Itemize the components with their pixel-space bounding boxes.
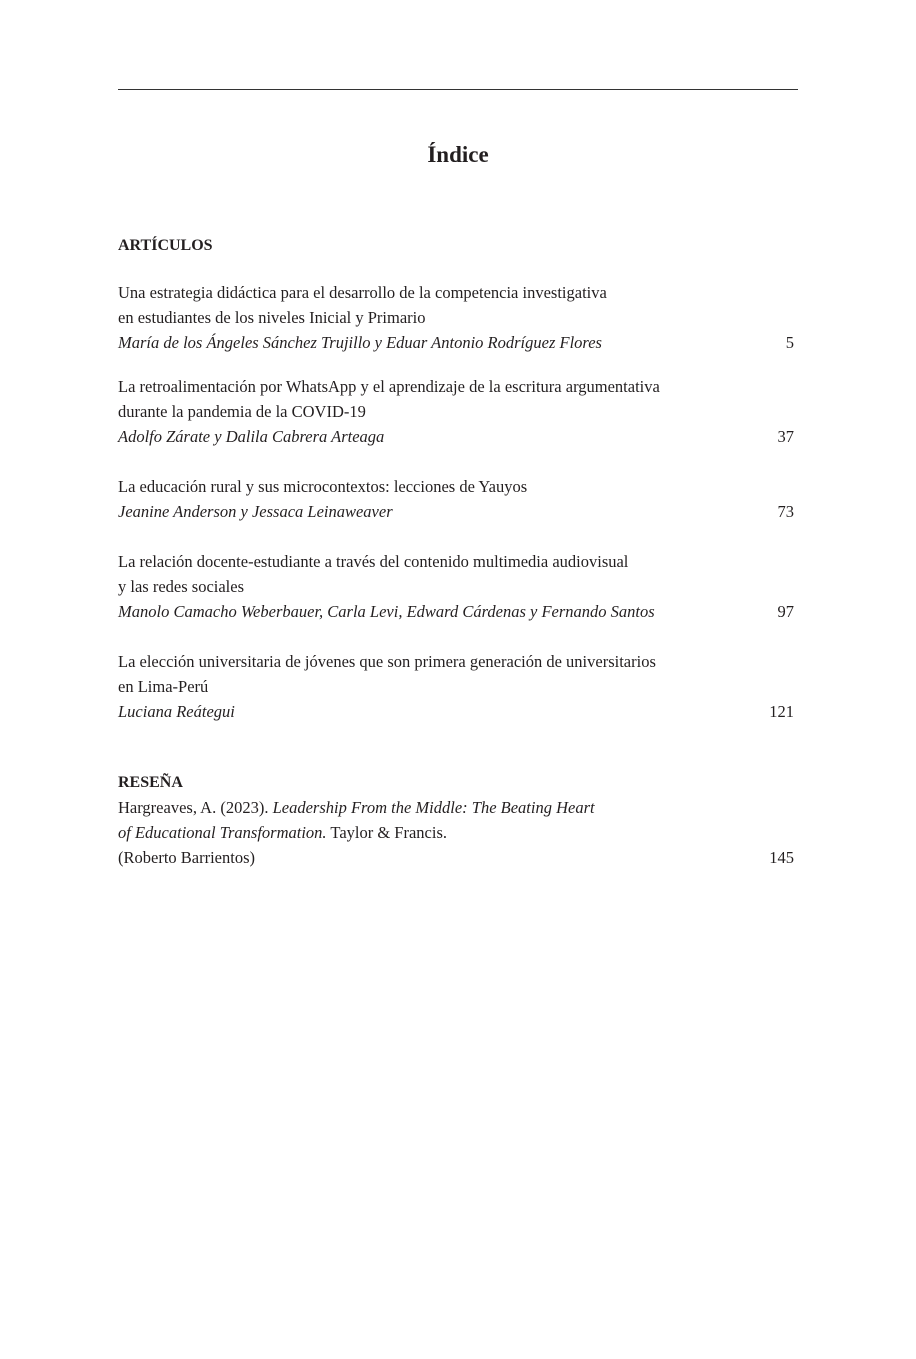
article-title-line: La educación rural y sus microcontextos: lecciones de Yauyos (118, 477, 528, 496)
article-authors: Adolfo Zárate y Dalila Cabrera Arteaga (118, 427, 385, 446)
toc-entry (118, 280, 794, 355)
toc-entry (118, 549, 794, 624)
article-title-line: en Lima-Perú (118, 677, 209, 696)
review-entry (118, 795, 794, 870)
page-number: 73 (777, 502, 794, 521)
article-title-line: durante la pandemia de la COVID-19 (118, 402, 366, 421)
article-authors: Luciana Reátegui (118, 702, 235, 721)
review-publisher: Taylor & Francis. (326, 823, 448, 842)
toc-entry (118, 474, 794, 524)
article-title-line: y las redes sociales (118, 577, 244, 596)
review-reviewer: (Roberto Barrientos) (118, 848, 256, 867)
review-citation-line-1 (118, 795, 794, 820)
page-number: 97 (777, 602, 794, 621)
review-heading: RESEÑA (118, 774, 183, 791)
review-citation-line-2 (118, 820, 794, 845)
articles-heading: ARTÍCULOS (118, 237, 213, 254)
article-title-line: Una estrategia didáctica para el desarrollo de la competencia investigativa (118, 283, 607, 302)
article-title-line: La relación docente-estudiante a través del contenido multimedia audiovisual (118, 552, 629, 571)
page-number: 145 (769, 848, 794, 867)
toc-entry (118, 649, 794, 724)
article-title-line: La retroalimentación por WhatsApp y el aprendizaje de la escritura argumentativa (118, 377, 660, 396)
page-title: Índice (427, 142, 489, 167)
review-author: Hargreaves, A. (2023). (118, 798, 273, 817)
page-number: 5 (785, 333, 794, 352)
article-title-line: en estudiantes de los niveles Inicial y Primario (118, 308, 426, 327)
article-authors: Jeanine Anderson y Jessaca Leinaweaver (118, 502, 393, 521)
article-title-line: La elección universitaria de jóvenes que son primera generación de universitarios (118, 652, 656, 671)
article-authors: María de los Ángeles Sánchez Trujillo y Eduar Antonio Rodríguez Flores (118, 333, 602, 352)
page-number: 37 (777, 427, 794, 446)
article-authors: Manolo Camacho Weberbauer, Carla Levi, Edward Cárdenas y Fernando Santos (118, 602, 655, 621)
review-book-title-cont: of Educational Transformation. (118, 823, 327, 842)
page-number: 121 (769, 702, 794, 721)
toc-entry (118, 374, 794, 449)
header-rule (118, 89, 798, 90)
review-book-title: Leadership From the Middle: The Beating Heart (272, 798, 595, 817)
